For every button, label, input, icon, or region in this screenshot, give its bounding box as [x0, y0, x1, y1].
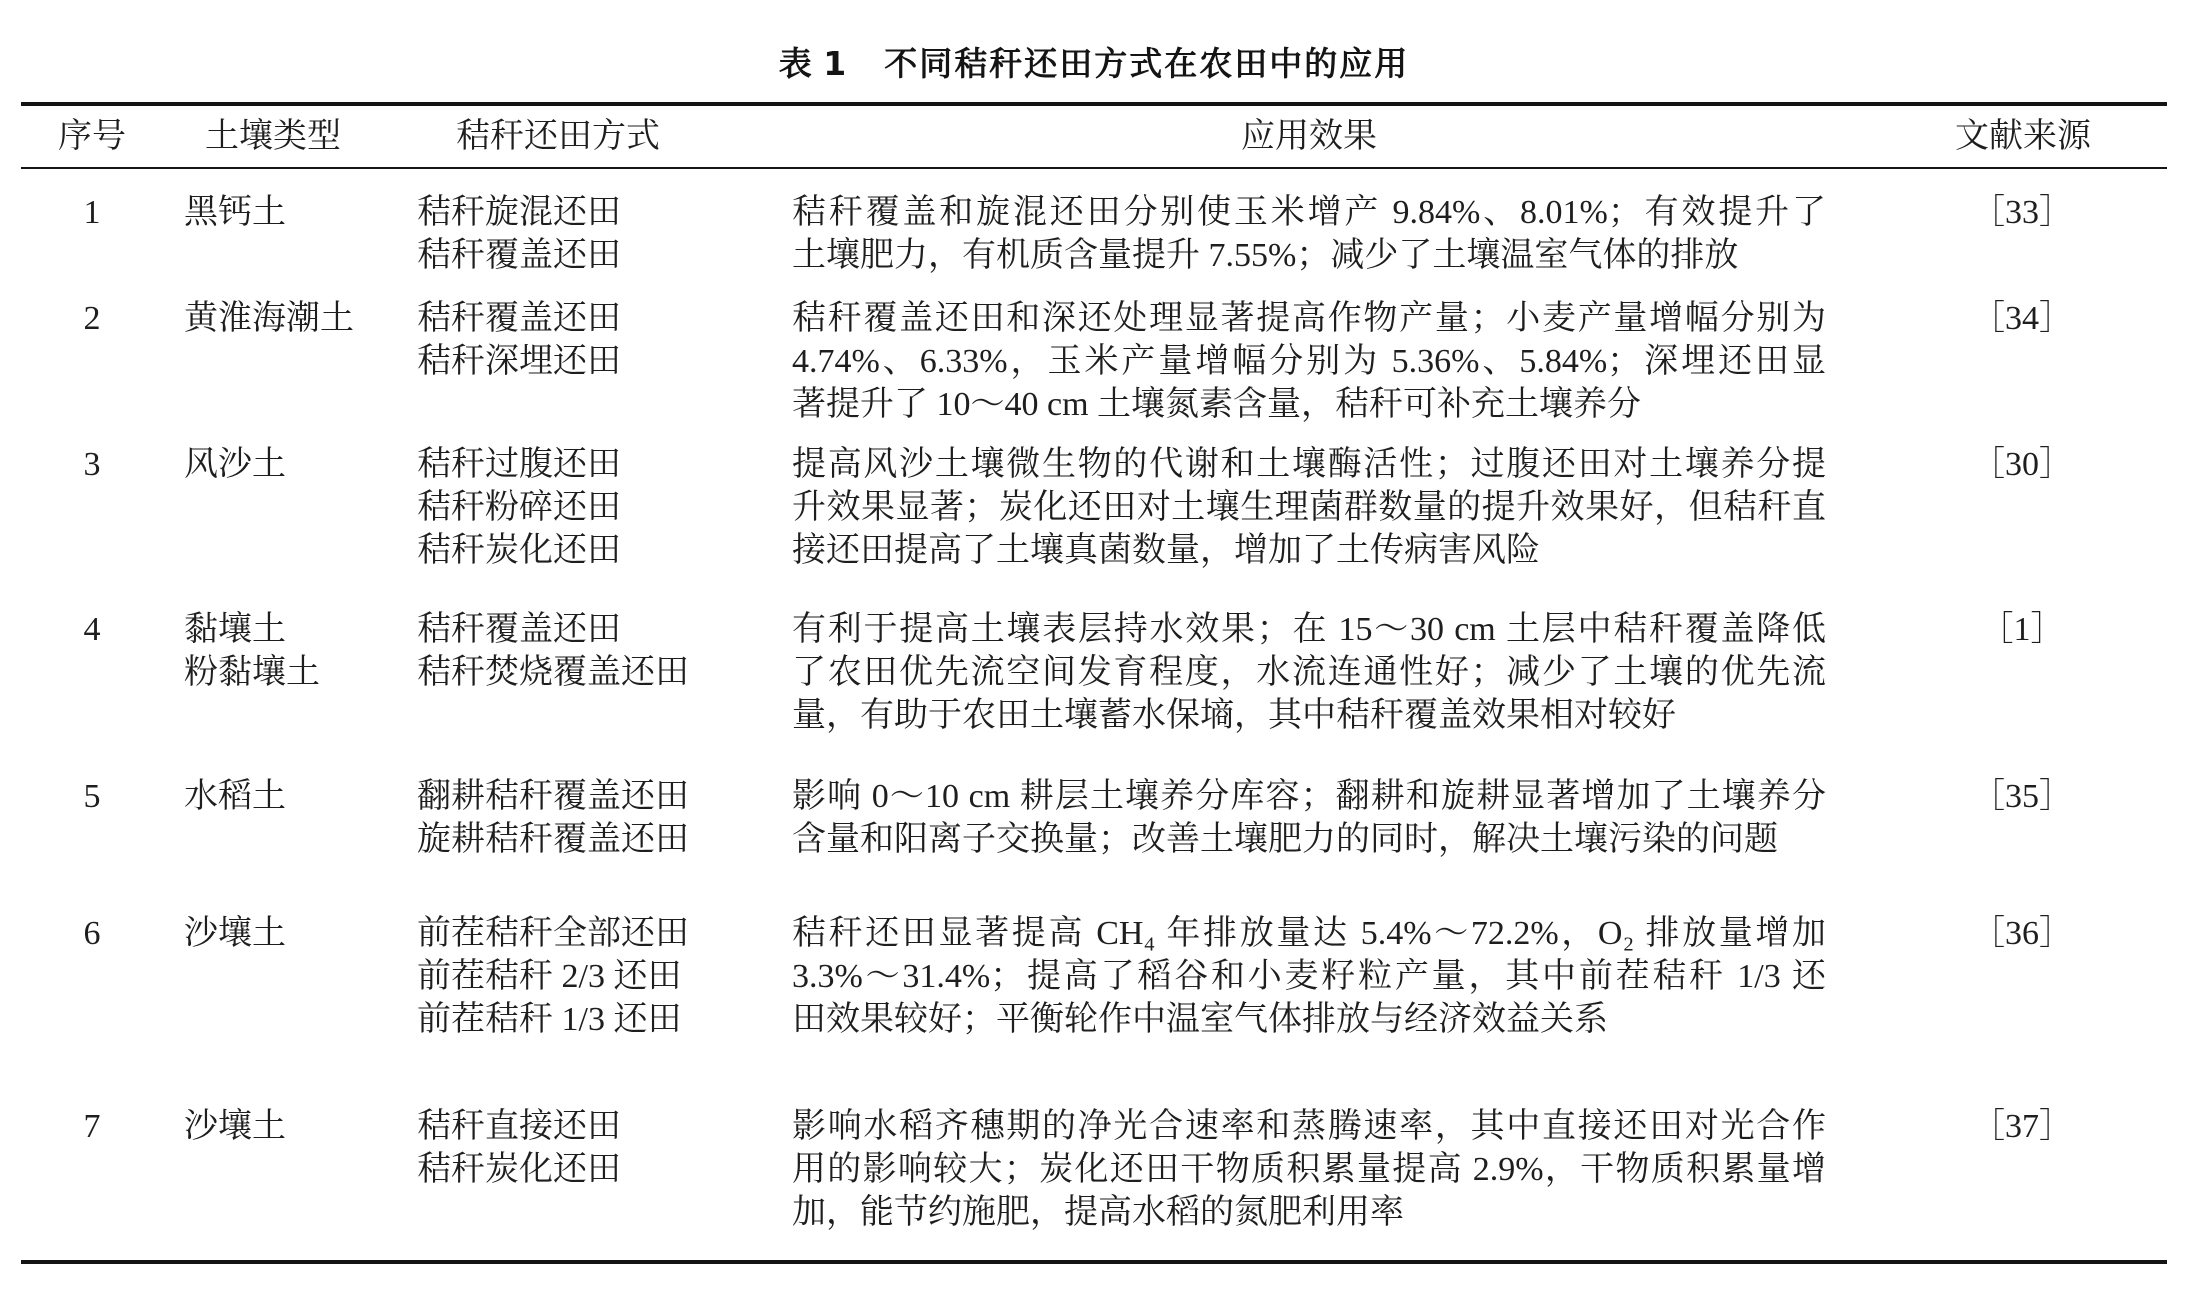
- cell-soil-type: [184, 1105, 409, 1148]
- cell-reference: ［37］: [1971, 1108, 2073, 1145]
- cell-effect: [792, 775, 1826, 861]
- cell-no: 1: [83, 194, 101, 231]
- method-line: 秸秆炭化还田: [417, 532, 621, 569]
- method-line: 旋耕秸秆覆盖还田: [417, 821, 689, 858]
- header-method: 秸秆还田方式: [456, 118, 660, 155]
- method-line: 秸秆旋混还田: [417, 194, 621, 231]
- cell-no: 3: [83, 446, 101, 483]
- cell-method: [417, 775, 777, 861]
- effect-line: 秸秆覆盖还田和深还处理显著提高作物产量；小麦产量增幅分别为: [792, 300, 1826, 337]
- soil-type-line: 黑钙土: [184, 194, 286, 231]
- cell-reference: ［1］: [1979, 611, 2065, 648]
- soil-type-line: 沙壤土: [184, 1108, 286, 1145]
- effect-line: 用的影响较大；炭化还田干物质积累量提高 2.9%，干物质积累量增: [792, 1151, 1826, 1188]
- effect-line: 秸秆覆盖和旋混还田分别使玉米增产 9.84%、8.01%；有效提升了: [792, 194, 1826, 231]
- effect-line: 3.3%～31.4%；提高了稻谷和小麦籽粒产量，其中前茬秸秆 1/3 还: [792, 958, 1826, 995]
- effect-line: 4.74%、6.33%，玉米产量增幅分别为 5.36%、5.84%；深埋还田显: [792, 343, 1826, 380]
- header-effect: 应用效果: [1241, 118, 1377, 155]
- cell-method: [417, 297, 777, 383]
- cell-method: [417, 912, 777, 1041]
- cell-soil-type: [184, 912, 409, 955]
- bottom-rule: [21, 1260, 2167, 1264]
- table-label: 表 1: [778, 44, 847, 83]
- method-line: 秸秆炭化还田: [417, 1151, 621, 1188]
- soil-type-line: 黄淮海潮土: [184, 300, 354, 337]
- cell-method: [417, 191, 777, 277]
- cell-effect: [792, 191, 1826, 277]
- cell-effect: [792, 912, 1826, 1041]
- cell-method: [417, 1105, 777, 1191]
- cell-soil-type: [184, 775, 409, 818]
- cell-no: 4: [83, 611, 101, 648]
- cell-reference: ［30］: [1971, 446, 2073, 483]
- cell-effect: [792, 608, 1826, 737]
- header-reference: 文献来源: [1955, 118, 2091, 155]
- method-line: 翻耕秸秆覆盖还田: [417, 778, 689, 815]
- method-line: 秸秆覆盖还田: [417, 237, 621, 274]
- soil-type-line: 粉黏壤土: [184, 654, 320, 691]
- effect-line: 含量和阳离子交换量；改善土壤肥力的同时，解决土壤污染的问题: [792, 821, 1778, 858]
- cell-effect: [792, 443, 1826, 572]
- method-line: 前茬秸秆 1/3 还田: [417, 1001, 682, 1038]
- soil-type-line: 沙壤土: [184, 915, 286, 952]
- method-line: 秸秆过腹还田: [417, 446, 621, 483]
- soil-type-line: 黏壤土: [184, 611, 286, 648]
- soil-type-line: 风沙土: [184, 446, 286, 483]
- method-line: 秸秆深埋还田: [417, 343, 621, 380]
- cell-soil-type: [184, 608, 409, 694]
- cell-method: [417, 443, 777, 572]
- cell-reference: ［36］: [1971, 915, 2073, 952]
- cell-reference: ［33］: [1971, 194, 2073, 231]
- method-line: 秸秆直接还田: [417, 1108, 621, 1145]
- effect-line: 影响水稻齐穗期的净光合速率和蒸腾速率，其中直接还田对光合作: [792, 1108, 1826, 1145]
- cell-soil-type: [184, 297, 409, 340]
- cell-no: 7: [83, 1108, 101, 1145]
- cell-no: 2: [83, 300, 101, 337]
- header-soil-type: 土壤类型: [205, 118, 341, 155]
- method-line: 秸秆覆盖还田: [417, 611, 621, 648]
- effect-line: 加，能节约施肥，提高水稻的氮肥利用率: [792, 1194, 1404, 1231]
- method-line: 前茬秸秆全部还田: [417, 915, 689, 952]
- effect-line: 田效果较好；平衡轮作中温室气体排放与经济效益关系: [792, 1001, 1608, 1038]
- effect-line: 著提升了 10～40 cm 土壤氮素含量，秸秆可补充土壤养分: [792, 386, 1642, 423]
- cell-soil-type: [184, 191, 409, 234]
- effect-line: 秸秆还田显著提高 CH₄ 年排放量达 5.4%～72.2%，O₂ 排放量增加: [792, 915, 1826, 952]
- method-line: 秸秆焚烧覆盖还田: [417, 654, 689, 691]
- cell-effect: [792, 297, 1826, 426]
- cell-reference: ［35］: [1971, 778, 2073, 815]
- table-title: 不同秸秆还田方式在农田中的应用: [884, 44, 1410, 83]
- effect-line: 有利于提高土壤表层持水效果；在 15～30 cm 土层中秸秆覆盖降低: [792, 611, 1826, 648]
- cell-soil-type: [184, 443, 409, 486]
- method-line: 前茬秸秆 2/3 还田: [417, 958, 682, 995]
- effect-line: 土壤肥力，有机质含量提升 7.55%；减少了土壤温室气体的排放: [792, 237, 1739, 274]
- cell-reference: ［34］: [1971, 300, 2073, 337]
- header-no: 序号: [58, 118, 126, 155]
- cell-method: [417, 608, 777, 694]
- method-line: 秸秆覆盖还田: [417, 300, 621, 337]
- soil-type-line: 水稻土: [184, 778, 286, 815]
- cell-no: 6: [83, 915, 101, 952]
- effect-line: 升效果显著；炭化还田对土壤生理菌群数量的提升效果好，但秸秆直: [792, 489, 1826, 526]
- effect-line: 接还田提高了土壤真菌数量，增加了土传病害风险: [792, 532, 1540, 569]
- cell-no: 5: [83, 778, 101, 815]
- effect-line: 提高风沙土壤微生物的代谢和土壤酶活性；过腹还田对土壤养分提: [792, 446, 1826, 483]
- effect-line: 量，有助于农田土壤蓄水保墒，其中秸秆覆盖效果相对较好: [792, 697, 1676, 734]
- cell-effect: [792, 1105, 1826, 1234]
- effect-line: 影响 0～10 cm 耕层土壤养分库容；翻耕和旋耕显著增加了土壤养分: [792, 778, 1826, 815]
- effect-line: 了农田优先流空间发育程度，水流连通性好；减少了土壤的优先流: [792, 654, 1826, 691]
- method-line: 秸秆粉碎还田: [417, 489, 621, 526]
